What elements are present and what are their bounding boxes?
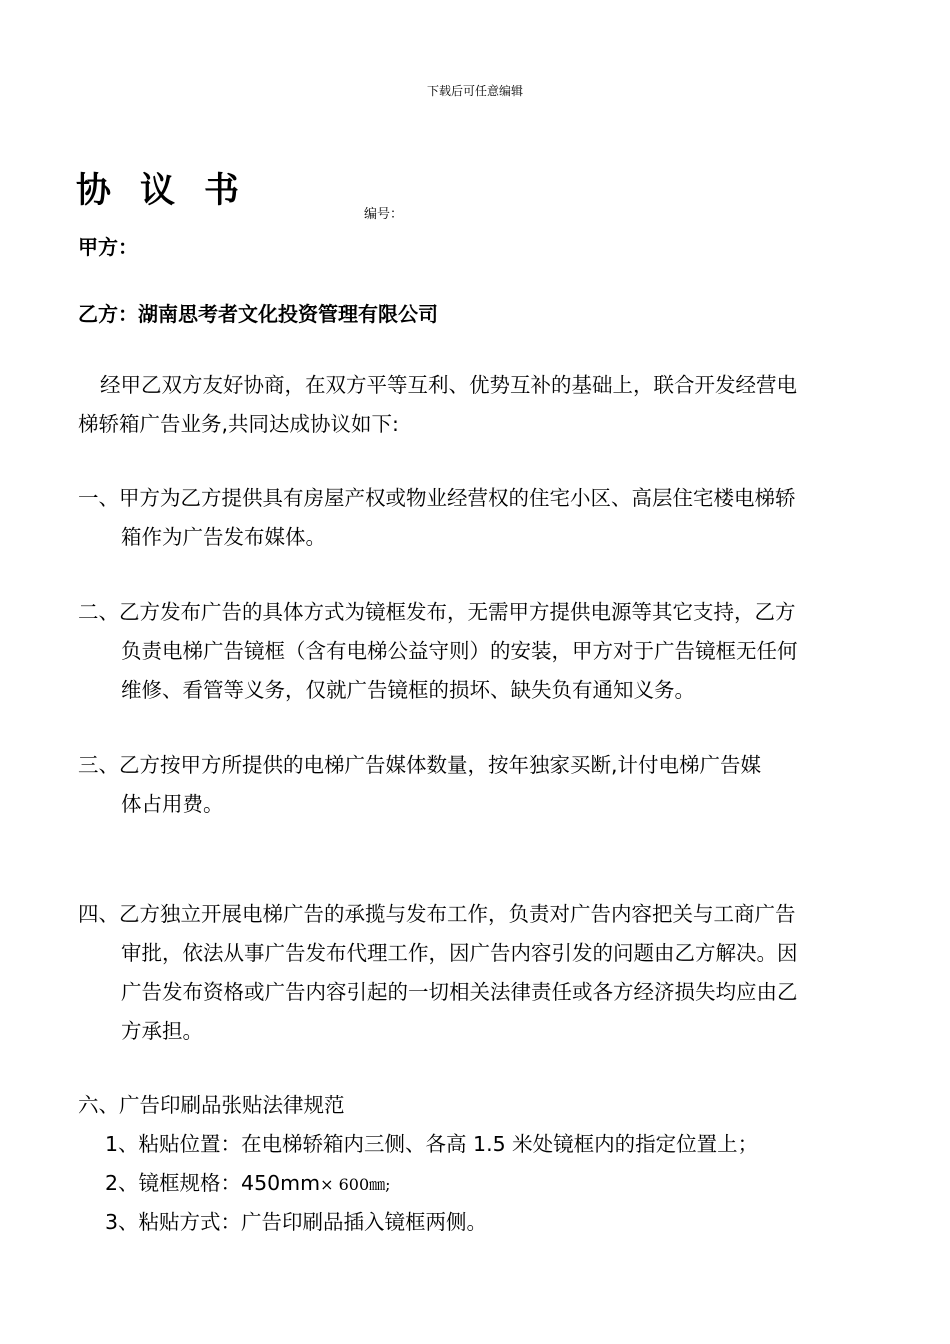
clause-2-line-1: 二、乙方发布广告的具体方式为镜框发布，无需甲方提供电源等其它支持，乙方: [78, 600, 796, 624]
intro-line-2: 梯轿箱广告业务,共同达成协议如下:: [78, 412, 399, 436]
clause-2-line-3: 维修、看管等义务，仅就广告镜框的损坏、缺失负有通知义务。: [121, 678, 695, 702]
section-6-item-1: 1、粘贴位置：在电梯轿箱内三侧、各高 1.5 米处镜框内的指定位置上；: [105, 1132, 759, 1156]
clause-4-line-1: 四、乙方独立开展电梯广告的承揽与发布工作，负责对广告内容把关与工商广告: [78, 902, 796, 926]
document-title: 协议书: [76, 171, 269, 211]
clause-3-line-2: 体占用费。: [121, 792, 224, 816]
section-6-item-3: 3、粘贴方式：广告印刷品插入镜框两侧。: [105, 1210, 488, 1234]
party-b-label: 乙方：湖南思考者文化投资管理有限公司: [78, 302, 438, 326]
clause-4-line-2: 审批，依法从事广告发布代理工作，因广告内容引发的问题由乙方解决。因: [121, 941, 798, 965]
party-a-label: 甲方：: [78, 235, 138, 259]
intro-line-1: 经甲乙双方友好协商，在双方平等互利、优势互补的基础上，联合开发经营电: [100, 373, 797, 397]
section-6-heading: 六、广告印刷品张贴法律规范: [78, 1093, 345, 1117]
clause-4-line-3: 广告发布资格或广告内容引起的一切相关法律责任或各方经济损失均应由乙: [121, 980, 798, 1004]
header-watermark: 下载后可任意编辑: [426, 84, 523, 98]
clause-3-line-1: 三、乙方按甲方所提供的电梯广告媒体数量，按年独家买断,计付电梯广告媒: [78, 753, 762, 777]
section-6-item-2-size: × 600㎜;: [320, 1175, 391, 1194]
clause-4-line-4: 方承担。: [121, 1019, 203, 1043]
clause-1-line-1: 一、甲方为乙方提供具有房屋产权或物业经营权的住宅小区、高层住宅楼电梯轿: [78, 486, 796, 510]
document-number-label: 编号：: [364, 207, 404, 222]
clause-2-line-2: 负责电梯广告镜框（含有电梯公益守则）的安装，甲方对于广告镜框无任何: [121, 639, 798, 663]
clause-1-line-2: 箱作为广告发布媒体。: [121, 525, 326, 549]
section-6-item-2: [105, 1166, 391, 1196]
section-6-item-2-main: 2、镜框规格：450mm: [105, 1171, 321, 1195]
